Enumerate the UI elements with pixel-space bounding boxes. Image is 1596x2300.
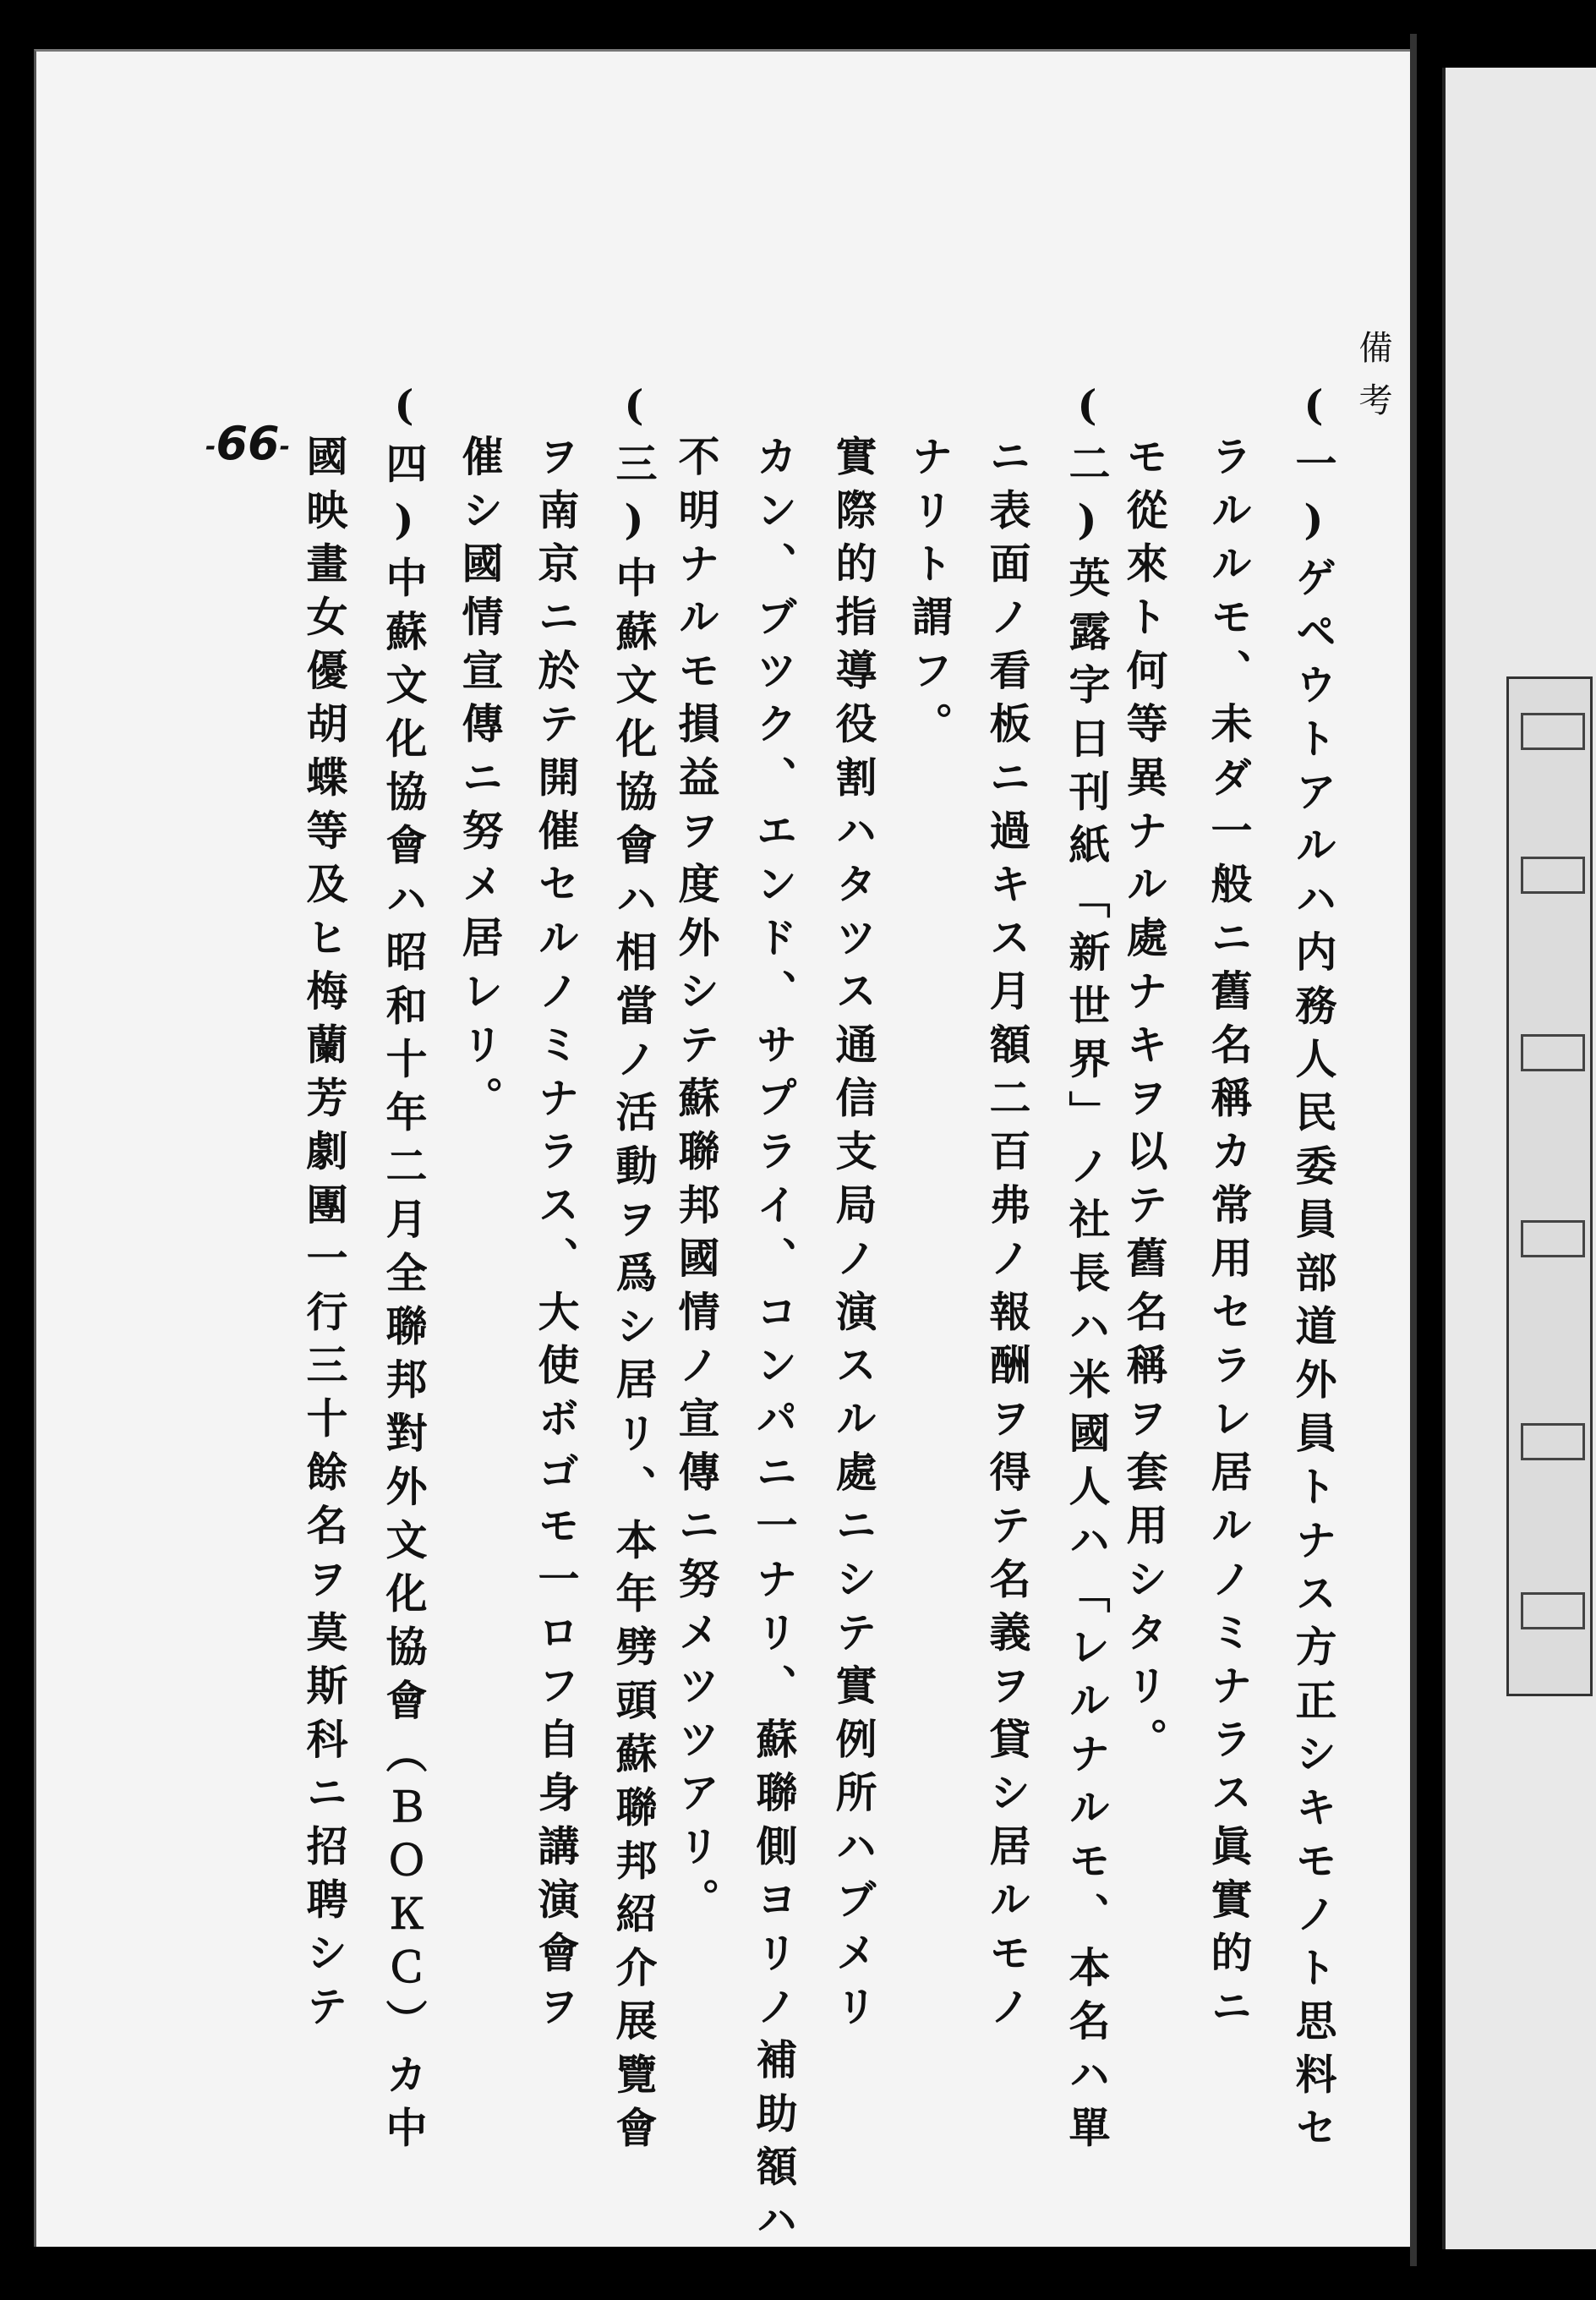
item-line: 實際的指導役割ハタツス通信支局ノ演スル處ニシテ實例所ハブメリ xyxy=(829,435,878,2038)
item-line: 不明ナルモ損益ヲ度外シテ蘇聯邦國情ノ宣傳ニ努メツツアリ。 xyxy=(672,435,721,1931)
item-line: ラルルモ、未ダ一般ニ舊名稱カ常用セラレ居ルノミナラス眞實的ニ xyxy=(1205,435,1254,2038)
item-line: (二)英露字日刊紙「新世界」ノ社長ハ米國人ハ「レルナルモ、本名ハ單 xyxy=(1063,381,1112,2160)
item-line: ヲ南京ニ於テ開催セルノミナラス、大使ボゴモ一ロフ自身講演會ヲ xyxy=(532,435,581,2038)
stamp-seal xyxy=(1506,676,1593,1696)
item-line: (一)ゲペウトアルハ内務人民委員部道外員トナス方正シキモノト思料セ xyxy=(1289,381,1338,2160)
item-line: ニ表面ノ看板ニ過キス月額二百弗ノ報酬ヲ得テ名義ヲ貸シ居ルモノ xyxy=(983,435,1032,2038)
page-number: -66- xyxy=(205,417,291,470)
page-edge xyxy=(1410,34,1417,2266)
page-heading: 備考 xyxy=(1353,330,1392,435)
item-number: (一) xyxy=(1289,381,1338,556)
item-line: 催シ國情宣傳ニ努メ居レリ。 xyxy=(456,435,505,1130)
item-number: (二) xyxy=(1063,381,1112,556)
item-line: カン、ブツク、エンド、サプライ、コンパニ一ナリ、蘇聯側ヨリノ補助額ハ xyxy=(750,435,799,2252)
item-line: (三)中蘇文化協會ハ相當ノ活動ヲ爲シ居リ、本年劈頭蘇聯邦紹介展覽會 xyxy=(609,381,659,2160)
item-number: (四) xyxy=(380,381,429,556)
item-number: (三) xyxy=(609,381,659,556)
item-line: 國映畫女優胡蝶等及ヒ梅蘭芳劇團一行三十餘名ヲ莫斯科ニ招聘シテ xyxy=(300,435,349,2038)
adjacent-page xyxy=(1442,68,1596,2249)
item-line: (四)中蘇文化協會ハ昭和十年二月全聯邦對外文化協會（ＢＯＫＣ）カ中 xyxy=(380,381,429,2160)
item-line: モ從來ト何等異ナル處ナキヲ以テ舊名稱ヲ套用シタリ。 xyxy=(1120,435,1169,1771)
item-line: ナリト謂フ。 xyxy=(905,435,954,756)
